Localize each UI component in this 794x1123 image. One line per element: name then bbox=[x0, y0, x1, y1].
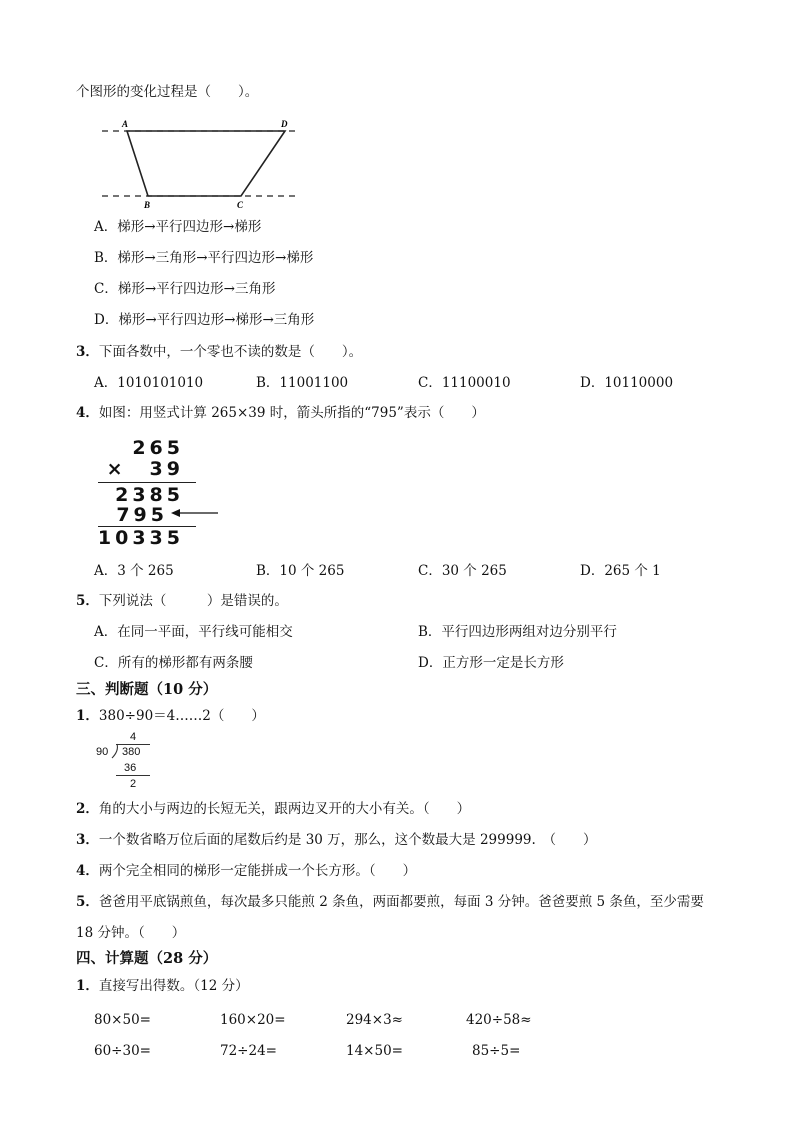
division-bracket bbox=[110, 743, 120, 759]
judge-item-4-text: 两个完全相同的梯形一定能拼成一个长方形。（ ） bbox=[98, 863, 417, 879]
q3-question bbox=[76, 343, 362, 361]
calc-sub-1 bbox=[76, 977, 249, 995]
calc-item: 14×50= bbox=[346, 1043, 403, 1059]
calc-rule-1 bbox=[98, 482, 196, 483]
multiplicand: 265 bbox=[132, 437, 184, 459]
judge-item-3 bbox=[76, 831, 597, 849]
q5-option-a: A．在同一平面，平行线可能相交 bbox=[94, 624, 293, 640]
q4-option-a: A．3 个 265 bbox=[94, 563, 174, 579]
judge-item-5 bbox=[76, 893, 704, 911]
partial-product-2: 795 bbox=[116, 504, 168, 526]
q3-option-d: D．10110000 bbox=[580, 375, 674, 391]
vertical-multiplication bbox=[96, 436, 224, 552]
judge-item-5-continued: 18 分钟。（ ） bbox=[76, 925, 186, 941]
judge-item-1-text: 380÷90＝4……2（ ） bbox=[98, 708, 265, 724]
product-result: 10335 bbox=[97, 527, 184, 549]
q3-option-a: A．1010101010 bbox=[94, 375, 204, 391]
judge-item-1-number: 1． bbox=[76, 708, 99, 724]
calc-item: 160×20= bbox=[220, 1012, 286, 1028]
division-divisor: 90 bbox=[96, 746, 109, 758]
division-product: 36 bbox=[124, 762, 137, 774]
judge-item-2 bbox=[76, 800, 470, 818]
q2-option-c: C．梯形→平行四边形→三角形 bbox=[94, 281, 276, 297]
division-dividend: 380 bbox=[122, 746, 141, 758]
section-3-title: 三、判断题（10 分） bbox=[76, 681, 218, 698]
vertex-label-d: D bbox=[281, 119, 288, 129]
judge-item-3-number: 3． bbox=[76, 832, 99, 848]
q2-option-b: B．梯形→三角形→平行四边形→梯形 bbox=[94, 250, 314, 266]
calc-sub-1-text: 直接写出得数。（12 分） bbox=[98, 978, 249, 994]
q3-number: 3． bbox=[76, 344, 99, 360]
judge-item-4-number: 4． bbox=[76, 863, 99, 879]
judge-item-2-text: 角的大小与两边的长短无关，跟两边叉开的大小有关。（ ） bbox=[98, 801, 471, 817]
q3-text: 下面各数中，一个零也不读的数是（ ）。 bbox=[98, 344, 363, 360]
judge-item-5-number: 5． bbox=[76, 894, 99, 910]
q4-option-c: C．30 个 265 bbox=[418, 563, 507, 579]
q5-option-c: C．所有的梯形都有两条腰 bbox=[94, 655, 253, 671]
q2-option-a: A．梯形→平行四边形→梯形 bbox=[94, 219, 262, 235]
q4-number: 4． bbox=[76, 405, 99, 421]
division-rule bbox=[116, 775, 150, 776]
question-lead-text: 个图形的变化过程是（ ）。 bbox=[76, 84, 259, 100]
judge-item-2-number: 2． bbox=[76, 801, 99, 817]
q5-option-d: D．正方形一定是长方形 bbox=[418, 655, 564, 671]
q5-question bbox=[76, 592, 288, 610]
division-bracket-top bbox=[116, 744, 150, 745]
judge-item-3-text: 一个数省略万位后面的尾数后约是 30 万，那么，这个数最大是 299999. （ ） bbox=[98, 832, 597, 848]
multiplier: × 39 bbox=[106, 458, 184, 480]
q4-question bbox=[76, 404, 485, 422]
q5-number: 5． bbox=[76, 593, 99, 609]
vertex-label-c: C bbox=[237, 200, 244, 210]
q5-option-b: B．平行四边形两组对边分别平行 bbox=[418, 624, 617, 640]
calc-sub-1-number: 1． bbox=[76, 978, 99, 994]
calc-item: 60÷30= bbox=[94, 1043, 151, 1059]
partial-product-1: 2385 bbox=[115, 484, 184, 506]
calc-item: 72÷24= bbox=[220, 1043, 277, 1059]
calc-item: 85÷5= bbox=[472, 1043, 521, 1059]
arrow-icon bbox=[170, 506, 220, 520]
q2-option-d: D．梯形→平行四边形→梯形→三角形 bbox=[94, 312, 315, 328]
calc-item: 294×3≈ bbox=[346, 1012, 403, 1028]
q4-text: 如图：用竖式计算 265×39 时，箭头所指的“795”表示（ ） bbox=[98, 405, 485, 421]
section-4-title: 四、计算题（28 分） bbox=[76, 950, 218, 967]
judge-item-5-text: 爸爸用平底锅煎鱼，每次最多只能煎 2 条鱼，两面都要煎，每面 3 分钟。爸爸要煎 5 条鱼，至少需要 bbox=[98, 894, 704, 910]
q4-option-b: B．10 个 265 bbox=[256, 563, 345, 579]
vertex-label-a: A bbox=[122, 119, 129, 129]
division-quotient: 4 bbox=[130, 731, 137, 743]
calc-item: 420÷58≈ bbox=[466, 1012, 532, 1028]
q3-option-b: B．11001100 bbox=[256, 375, 349, 391]
long-division-figure bbox=[96, 730, 156, 792]
trapezoid-figure bbox=[100, 115, 306, 211]
vertex-label-b: B bbox=[144, 200, 151, 210]
q4-option-d: D．265 个 1 bbox=[580, 563, 661, 579]
division-remainder: 2 bbox=[130, 778, 137, 790]
judge-item-4 bbox=[76, 862, 416, 880]
trapezoid-shape bbox=[127, 131, 285, 196]
calc-item: 80×50= bbox=[94, 1012, 151, 1028]
judge-item-1 bbox=[76, 707, 265, 725]
q3-option-c: C．11100010 bbox=[418, 375, 511, 391]
q5-text: 下列说法（ ）是错误的。 bbox=[98, 593, 288, 609]
